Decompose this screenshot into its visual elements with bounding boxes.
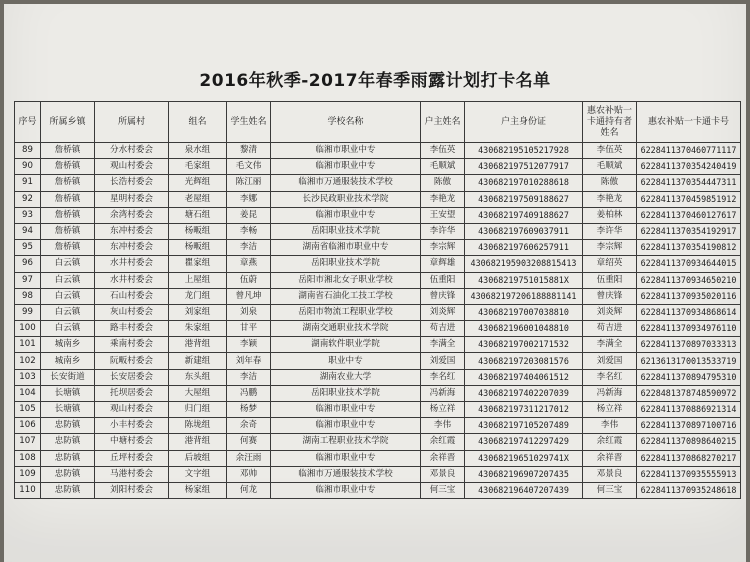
- cell-group: 杨畈组: [169, 223, 227, 239]
- cell-seq: 90: [15, 159, 41, 175]
- cell-group: 陈垅组: [169, 418, 227, 434]
- roster-table: [14, 101, 741, 499]
- cell-school: 临湘市职业中专: [271, 207, 421, 223]
- table-row: [15, 256, 741, 272]
- cell-group: 东头组: [169, 369, 227, 385]
- cell-id-card: 430682197311217012: [465, 402, 583, 418]
- header-school: 学校名称: [271, 102, 421, 143]
- cell-card-holder: 冯新海: [583, 385, 637, 401]
- cell-group: 塘石组: [169, 207, 227, 223]
- cell-seq: 91: [15, 175, 41, 191]
- cell-village: 东冲村委会: [95, 240, 169, 256]
- cell-group: 归门组: [169, 402, 227, 418]
- cell-student: 李洁: [227, 240, 271, 256]
- cell-householder: 刘炎辉: [421, 304, 465, 320]
- cell-id-card: 430682197409188627: [465, 207, 583, 223]
- cell-village: 长浩村委会: [95, 175, 169, 191]
- cell-township: 城南乡: [41, 353, 95, 369]
- cell-card-no: 6228411370935020116: [637, 288, 741, 304]
- cell-school: 湖南工程职业技术学院: [271, 434, 421, 450]
- cell-card-holder: 毛顺斌: [583, 159, 637, 175]
- cell-id-card: 430682197404061512: [465, 369, 583, 385]
- cell-school: 湖南交通职业技术学院: [271, 321, 421, 337]
- cell-village: 分水村委会: [95, 143, 169, 159]
- cell-township: 詹桥镇: [41, 159, 95, 175]
- header-householder: 户主姓名: [421, 102, 465, 143]
- table-row: [15, 191, 741, 207]
- cell-householder: 王安望: [421, 207, 465, 223]
- cell-seq: 103: [15, 369, 41, 385]
- cell-householder: 李伟: [421, 418, 465, 434]
- cell-householder: 何三宝: [421, 482, 465, 498]
- cell-card-holder: 姜柏林: [583, 207, 637, 223]
- table-row: [15, 272, 741, 288]
- cell-township: 长塘镇: [41, 385, 95, 401]
- cell-id-card: 430682195105217928: [465, 143, 583, 159]
- cell-group: 光辉组: [169, 175, 227, 191]
- cell-id-card: 430682197402207039: [465, 385, 583, 401]
- cell-id-card: 430682197007038810: [465, 304, 583, 320]
- cell-student: 余汪雨: [227, 450, 271, 466]
- cell-householder: 李宗辉: [421, 240, 465, 256]
- cell-village: 马港村委会: [95, 466, 169, 482]
- cell-card-no: 6228411370354190812: [637, 240, 741, 256]
- cell-seq: 104: [15, 385, 41, 401]
- cell-card-holder: 李名红: [583, 369, 637, 385]
- cell-student: 陈江丽: [227, 175, 271, 191]
- cell-group: 上屋组: [169, 272, 227, 288]
- cell-seq: 108: [15, 450, 41, 466]
- cell-group: 港背组: [169, 434, 227, 450]
- cell-student: 李洁: [227, 369, 271, 385]
- table-row: [15, 385, 741, 401]
- cell-township: 白云镇: [41, 321, 95, 337]
- cell-householder: 曾庆锋: [421, 288, 465, 304]
- cell-student: 刘泉: [227, 304, 271, 320]
- header-seq: 序号: [15, 102, 41, 143]
- cell-card-holder: 何三宝: [583, 482, 637, 498]
- cell-school: 职业中专: [271, 353, 421, 369]
- cell-school: 岳阳职业技术学院: [271, 256, 421, 272]
- cell-card-no: 6228411370898640215: [637, 434, 741, 450]
- cell-householder: 李艳龙: [421, 191, 465, 207]
- document-title: 2016年秋季-2017年春季雨露计划打卡名单: [199, 71, 551, 91]
- cell-card-no: 6213613170013533719: [637, 353, 741, 369]
- cell-student: 杨梦: [227, 402, 271, 418]
- cell-group: 港背组: [169, 337, 227, 353]
- cell-id-card: 430682197206188881141: [465, 288, 583, 304]
- cell-card-no: 6228411370934868614: [637, 304, 741, 320]
- cell-village: 阮畈村委会: [95, 353, 169, 369]
- cell-card-no: 6228411370459851912: [637, 191, 741, 207]
- cell-householder: 毛顺斌: [421, 159, 465, 175]
- cell-seq: 96: [15, 256, 41, 272]
- table-header-row: [15, 102, 741, 143]
- cell-card-holder: 李艳龙: [583, 191, 637, 207]
- table-row: [15, 304, 741, 320]
- cell-group: 大屋组: [169, 385, 227, 401]
- cell-township: 詹桥镇: [41, 223, 95, 239]
- cell-card-holder: 伍重阳: [583, 272, 637, 288]
- cell-student: 李娜: [227, 191, 271, 207]
- cell-group: 老屋组: [169, 191, 227, 207]
- cell-card-no: 6228411370934644015: [637, 256, 741, 272]
- cell-school: 临湘市万通服装技术学校: [271, 466, 421, 482]
- cell-householder: 邓景良: [421, 466, 465, 482]
- cell-seq: 107: [15, 434, 41, 450]
- table-row: [15, 353, 741, 369]
- cell-householder: 陈傲: [421, 175, 465, 191]
- cell-student: 冯鹏: [227, 385, 271, 401]
- cell-school: 临湘市职业中专: [271, 418, 421, 434]
- cell-village: 星明村委会: [95, 191, 169, 207]
- cell-id-card: 43068219651029741X: [465, 450, 583, 466]
- cell-seq: 106: [15, 418, 41, 434]
- cell-householder: 刘爱国: [421, 353, 465, 369]
- cell-group: 后坡组: [169, 450, 227, 466]
- cell-card-no: 6228411370935555913: [637, 466, 741, 482]
- cell-card-holder: 杨立祥: [583, 402, 637, 418]
- cell-householder: 苟吉进: [421, 321, 465, 337]
- cell-seq: 89: [15, 143, 41, 159]
- cell-id-card: 430682197412297429: [465, 434, 583, 450]
- cell-householder: 伍重阳: [421, 272, 465, 288]
- cell-township: 詹桥镇: [41, 207, 95, 223]
- cell-township: 詹桥镇: [41, 143, 95, 159]
- cell-village: 水井村委会: [95, 256, 169, 272]
- cell-card-no: 6228411370354447311: [637, 175, 741, 191]
- cell-township: 白云镇: [41, 304, 95, 320]
- cell-seq: 93: [15, 207, 41, 223]
- cell-card-no: 6228411370886921314: [637, 402, 741, 418]
- cell-card-holder: 李伟: [583, 418, 637, 434]
- cell-id-card: 430682197609037911: [465, 223, 583, 239]
- cell-school: 湖南省石油化工技工学校: [271, 288, 421, 304]
- cell-school: 岳阳职业技术学院: [271, 385, 421, 401]
- cell-group: 新建组: [169, 353, 227, 369]
- cell-card-no: 6228411370934650210: [637, 272, 741, 288]
- cell-village: 东冲村委会: [95, 223, 169, 239]
- cell-township: 詹桥镇: [41, 240, 95, 256]
- cell-village: 中塘村委会: [95, 434, 169, 450]
- cell-card-holder: 李伍英: [583, 143, 637, 159]
- table-row: [15, 240, 741, 256]
- cell-seq: 98: [15, 288, 41, 304]
- cell-township: 白云镇: [41, 288, 95, 304]
- cell-seq: 94: [15, 223, 41, 239]
- table-row: [15, 337, 741, 353]
- cell-township: 城南乡: [41, 337, 95, 353]
- cell-card-no: 6228411370897100716: [637, 418, 741, 434]
- table-row: [15, 288, 741, 304]
- header-card-no: 惠农补贴一卡通卡号: [637, 102, 741, 143]
- cell-student: 刘年春: [227, 353, 271, 369]
- cell-card-holder: 余祥晋: [583, 450, 637, 466]
- table-row: [15, 143, 741, 159]
- cell-card-no: 6228411370868270217: [637, 450, 741, 466]
- cell-village: 刘阳村委会: [95, 482, 169, 498]
- cell-village: 乘南村委会: [95, 337, 169, 353]
- cell-village: 观山村委会: [95, 402, 169, 418]
- cell-village: 小丰村委会: [95, 418, 169, 434]
- cell-card-no: 6228411370897033313: [637, 337, 741, 353]
- cell-seq: 100: [15, 321, 41, 337]
- cell-student: 黎清: [227, 143, 271, 159]
- cell-group: 杨畈组: [169, 240, 227, 256]
- cell-seq: 102: [15, 353, 41, 369]
- cell-card-holder: 李宗辉: [583, 240, 637, 256]
- cell-student: 伍蔚: [227, 272, 271, 288]
- cell-householder: 李名红: [421, 369, 465, 385]
- cell-seq: 101: [15, 337, 41, 353]
- cell-householder: 冯新海: [421, 385, 465, 401]
- cell-seq: 97: [15, 272, 41, 288]
- cell-village: 观山村委会: [95, 159, 169, 175]
- cell-township: 忠防镇: [41, 482, 95, 498]
- cell-card-no: 6228411370935248618: [637, 482, 741, 498]
- cell-card-holder: 章绍英: [583, 256, 637, 272]
- header-student: 学生姓名: [227, 102, 271, 143]
- cell-seq: 109: [15, 466, 41, 482]
- table-row: [15, 223, 741, 239]
- table-body: [15, 143, 741, 499]
- cell-seq: 99: [15, 304, 41, 320]
- header-village: 所属村: [95, 102, 169, 143]
- cell-card-holder: 苟吉进: [583, 321, 637, 337]
- cell-school: 长沙民政职业技术学院: [271, 191, 421, 207]
- header-card-holder: 惠农补贴一卡通持有者姓名: [583, 102, 637, 143]
- cell-id-card: 430682196407207439: [465, 482, 583, 498]
- table-row: [15, 434, 741, 450]
- table-row: [15, 207, 741, 223]
- cell-group: 泉水组: [169, 143, 227, 159]
- cell-school: 岳阳职业技术学院: [271, 223, 421, 239]
- cell-village: 路丰村委会: [95, 321, 169, 337]
- cell-school: 岳阳市物流工程职业学校: [271, 304, 421, 320]
- cell-card-no: 6228481378748590972: [637, 385, 741, 401]
- cell-seq: 95: [15, 240, 41, 256]
- cell-seq: 105: [15, 402, 41, 418]
- cell-id-card: 430682197010288618: [465, 175, 583, 191]
- table-row: [15, 466, 741, 482]
- table-row: [15, 321, 741, 337]
- cell-school: 湖南软件职业学院: [271, 337, 421, 353]
- table-row: [15, 159, 741, 175]
- cell-id-card: 430682197606257911: [465, 240, 583, 256]
- cell-group: 杨家组: [169, 482, 227, 498]
- cell-card-no: 6228411370934976110: [637, 321, 741, 337]
- cell-id-card: 430682197105207489: [465, 418, 583, 434]
- table-row: [15, 418, 741, 434]
- cell-group: 朱家组: [169, 321, 227, 337]
- cell-student: 何龙: [227, 482, 271, 498]
- cell-student: 何赛: [227, 434, 271, 450]
- cell-card-holder: 刘炎辉: [583, 304, 637, 320]
- cell-student: 李颖: [227, 337, 271, 353]
- cell-group: 刘家组: [169, 304, 227, 320]
- cell-school: 岳阳市湘北女子职业学校: [271, 272, 421, 288]
- table-row: [15, 402, 741, 418]
- cell-card-holder: 刘爱国: [583, 353, 637, 369]
- cell-school: 临湘市职业中专: [271, 482, 421, 498]
- cell-id-card: 43068219751015881X: [465, 272, 583, 288]
- table-row: [15, 369, 741, 385]
- cell-student: 章燕: [227, 256, 271, 272]
- cell-card-holder: 邓景良: [583, 466, 637, 482]
- cell-school: 临湘市职业中专: [271, 402, 421, 418]
- cell-student: 李畅: [227, 223, 271, 239]
- cell-school: 临湘市职业中专: [271, 143, 421, 159]
- cell-householder: 余祥晋: [421, 450, 465, 466]
- table-row: [15, 175, 741, 191]
- cell-township: 詹桥镇: [41, 191, 95, 207]
- cell-group: 龙门组: [169, 288, 227, 304]
- cell-id-card: 430682197512077917: [465, 159, 583, 175]
- cell-card-no: 6228411370460771117: [637, 143, 741, 159]
- cell-id-card: 430682197509188627: [465, 191, 583, 207]
- cell-card-no: 6228411370460127617: [637, 207, 741, 223]
- cell-village: 丘坪村委会: [95, 450, 169, 466]
- cell-township: 詹桥镇: [41, 175, 95, 191]
- cell-township: 忠防镇: [41, 434, 95, 450]
- cell-village: 水井村委会: [95, 272, 169, 288]
- cell-householder: 余红霞: [421, 434, 465, 450]
- header-township: 所属乡镇: [41, 102, 95, 143]
- cell-card-no: 6228411370354192917: [637, 223, 741, 239]
- cell-card-no: 6228411370894795310: [637, 369, 741, 385]
- cell-householder: 李许华: [421, 223, 465, 239]
- cell-card-holder: 陈傲: [583, 175, 637, 191]
- cell-group: 文字组: [169, 466, 227, 482]
- cell-id-card: 430682197002171532: [465, 337, 583, 353]
- table-row: [15, 450, 741, 466]
- cell-householder: 杨立祥: [421, 402, 465, 418]
- header-id-card: 户主身份证: [465, 102, 583, 143]
- header-group: 组名: [169, 102, 227, 143]
- cell-township: 忠防镇: [41, 418, 95, 434]
- cell-card-holder: 曾庆锋: [583, 288, 637, 304]
- cell-card-holder: 李满全: [583, 337, 637, 353]
- cell-id-card: 430682197203081576: [465, 353, 583, 369]
- cell-card-no: 6228411370354240419: [637, 159, 741, 175]
- cell-student: 余奇: [227, 418, 271, 434]
- cell-school: 临湘市万通服装技术学校: [271, 175, 421, 191]
- cell-village: 石山村委会: [95, 288, 169, 304]
- cell-village: 灰山村委会: [95, 304, 169, 320]
- cell-village: 托坝居委会: [95, 385, 169, 401]
- cell-village: 余湾村委会: [95, 207, 169, 223]
- cell-id-card: 430682196907207435: [465, 466, 583, 482]
- cell-student: 曾凡坤: [227, 288, 271, 304]
- cell-card-holder: 李许华: [583, 223, 637, 239]
- cell-student: 甘平: [227, 321, 271, 337]
- cell-township: 长安街道: [41, 369, 95, 385]
- cell-householder: 李满全: [421, 337, 465, 353]
- cell-school: 湖南省临湘市职业中专: [271, 240, 421, 256]
- cell-township: 忠防镇: [41, 450, 95, 466]
- cell-school: 湖南农业大学: [271, 369, 421, 385]
- cell-seq: 110: [15, 482, 41, 498]
- cell-id-card: 430682196001048810: [465, 321, 583, 337]
- cell-group: 毛家组: [169, 159, 227, 175]
- cell-township: 长塘镇: [41, 402, 95, 418]
- cell-seq: 92: [15, 191, 41, 207]
- cell-householder: 李伍英: [421, 143, 465, 159]
- cell-id-card: 430682195903208815413: [465, 256, 583, 272]
- cell-student: 邓帅: [227, 466, 271, 482]
- cell-township: 白云镇: [41, 256, 95, 272]
- cell-school: 临湘市职业中专: [271, 450, 421, 466]
- cell-student: 姜昆: [227, 207, 271, 223]
- cell-student: 毛文伟: [227, 159, 271, 175]
- table-row: [15, 482, 741, 498]
- cell-card-holder: 余红霞: [583, 434, 637, 450]
- cell-householder: 章辉雄: [421, 256, 465, 272]
- document-sheet: [4, 4, 746, 562]
- cell-township: 忠防镇: [41, 466, 95, 482]
- cell-township: 白云镇: [41, 272, 95, 288]
- cell-group: 瞿家组: [169, 256, 227, 272]
- cell-village: 长安居委会: [95, 369, 169, 385]
- cell-school: 临湘市职业中专: [271, 159, 421, 175]
